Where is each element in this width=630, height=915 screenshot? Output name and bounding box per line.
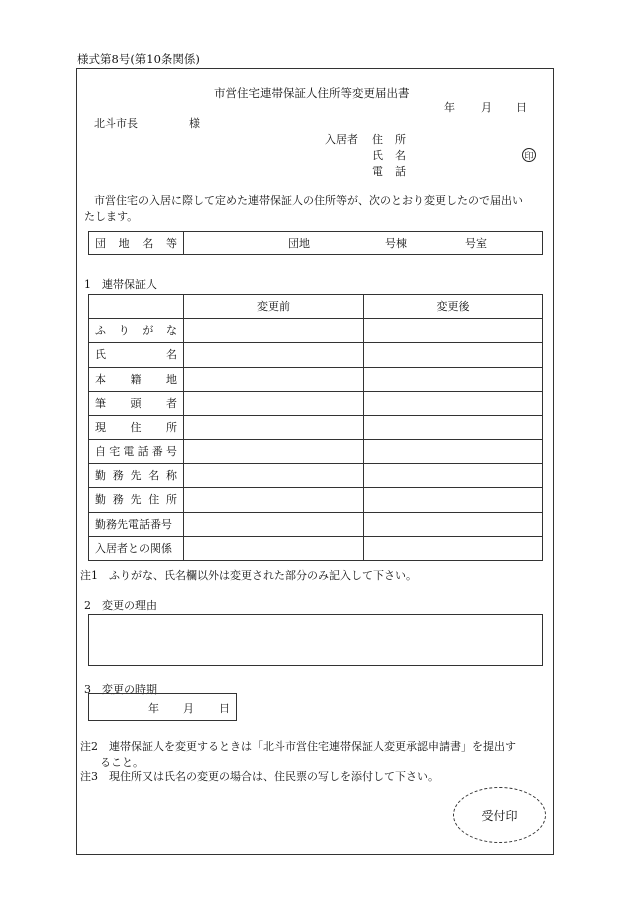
row-label: ふ り が な	[89, 319, 184, 343]
cell-after[interactable]	[364, 536, 543, 560]
housing-gotou: 号棟	[385, 237, 407, 250]
row-label: 現 住 所	[89, 415, 184, 439]
table-row	[89, 488, 543, 512]
change-day: 日	[219, 702, 230, 715]
cell-after[interactable]	[364, 440, 543, 464]
housing-table	[88, 231, 543, 255]
cell-before[interactable]	[184, 415, 364, 439]
cell-after[interactable]	[364, 343, 543, 367]
note1: 注1 ふりがな、氏名欄以外は変更された部分のみ記入して下さい。	[80, 569, 417, 582]
cell-after[interactable]	[364, 512, 543, 536]
cell-after[interactable]	[364, 367, 543, 391]
cell-before[interactable]	[184, 464, 364, 488]
change-reason-box[interactable]	[88, 614, 543, 666]
cell-before[interactable]	[184, 343, 364, 367]
table-row	[89, 464, 543, 488]
form-title: 市営住宅連帯保証人住所等変更届出書	[214, 86, 410, 100]
receipt-stamp: 受付印	[453, 787, 546, 843]
row-label: 勤 務 先 住 所	[89, 488, 184, 512]
cell-after[interactable]	[364, 415, 543, 439]
housing-goushitsu: 号室	[465, 237, 487, 250]
address-label-1: 住	[372, 133, 383, 146]
cell-before[interactable]	[184, 488, 364, 512]
table-row	[89, 391, 543, 415]
row-label: 勤 務 先 名 称	[89, 464, 184, 488]
section2-title: 2 変更の理由	[84, 599, 157, 612]
housing-danchi: 団地	[288, 237, 310, 250]
applicant-role: 入居者	[325, 133, 358, 146]
header-blank	[89, 295, 184, 319]
intro-text-line2: たします。	[84, 210, 139, 223]
cell-after[interactable]	[364, 464, 543, 488]
col-before: 変更前	[184, 295, 364, 319]
cell-before[interactable]	[184, 319, 364, 343]
row-label: 筆 頭 者	[89, 391, 184, 415]
table-row	[89, 440, 543, 464]
row-label: 自 宅 電 話 番 号	[89, 440, 184, 464]
table-row	[89, 319, 543, 343]
phone-label-1: 電	[372, 165, 383, 178]
addressee-name: 北斗市長	[94, 117, 138, 130]
change-date-box[interactable]	[88, 693, 237, 721]
table-row	[89, 536, 543, 560]
table-row	[89, 367, 543, 391]
date-year: 年	[444, 101, 455, 114]
cell-after[interactable]	[364, 319, 543, 343]
addressee-honorific: 様	[189, 117, 200, 130]
row-label: 氏 名	[89, 343, 184, 367]
phone-label-2: 話	[395, 165, 406, 178]
change-month: 月	[183, 702, 194, 715]
name-label-1: 氏	[372, 149, 383, 162]
note2-line1: 注2 連帯保証人を変更するときは「北斗市営住宅連帯保証人変更承認申請書」を提出す	[80, 740, 516, 753]
table-row	[89, 343, 543, 367]
seal-mark-icon: 印	[522, 148, 536, 162]
cell-before[interactable]	[184, 391, 364, 415]
row-label: 入居者との関係	[89, 536, 184, 560]
address-label-2: 所	[395, 133, 406, 146]
cell-after[interactable]	[364, 488, 543, 512]
row-label: 本 籍 地	[89, 367, 184, 391]
guarantor-header-row	[89, 295, 543, 319]
cell-before[interactable]	[184, 440, 364, 464]
name-label-2: 名	[395, 149, 406, 162]
note3: 注3 現住所又は氏名の変更の場合は、住民票の写しを添付して下さい。	[80, 770, 439, 783]
housing-input[interactable]	[184, 232, 543, 255]
intro-text-line1: 市営住宅の入居に際して定めた連帯保証人の住所等が、次のとおり変更したので届出い	[94, 194, 523, 207]
date-month: 月	[481, 101, 492, 114]
cell-before[interactable]	[184, 536, 364, 560]
date-day: 日	[516, 101, 527, 114]
section1-title: 1 連帯保証人	[84, 278, 157, 291]
cell-after[interactable]	[364, 391, 543, 415]
table-row	[89, 415, 543, 439]
cell-before[interactable]	[184, 367, 364, 391]
table-row	[89, 512, 543, 536]
cell-before[interactable]	[184, 512, 364, 536]
note2-line2: ること。	[100, 756, 144, 769]
section3-title: 3 変更の時期	[84, 683, 157, 696]
row-label: 勤務先電話番号	[89, 512, 184, 536]
housing-label: 団 地 名 等	[89, 232, 184, 255]
form-number: 様式第8号(第10条関係)	[77, 52, 200, 66]
change-year: 年	[148, 702, 159, 715]
guarantor-table	[88, 294, 543, 561]
col-after: 変更後	[364, 295, 543, 319]
